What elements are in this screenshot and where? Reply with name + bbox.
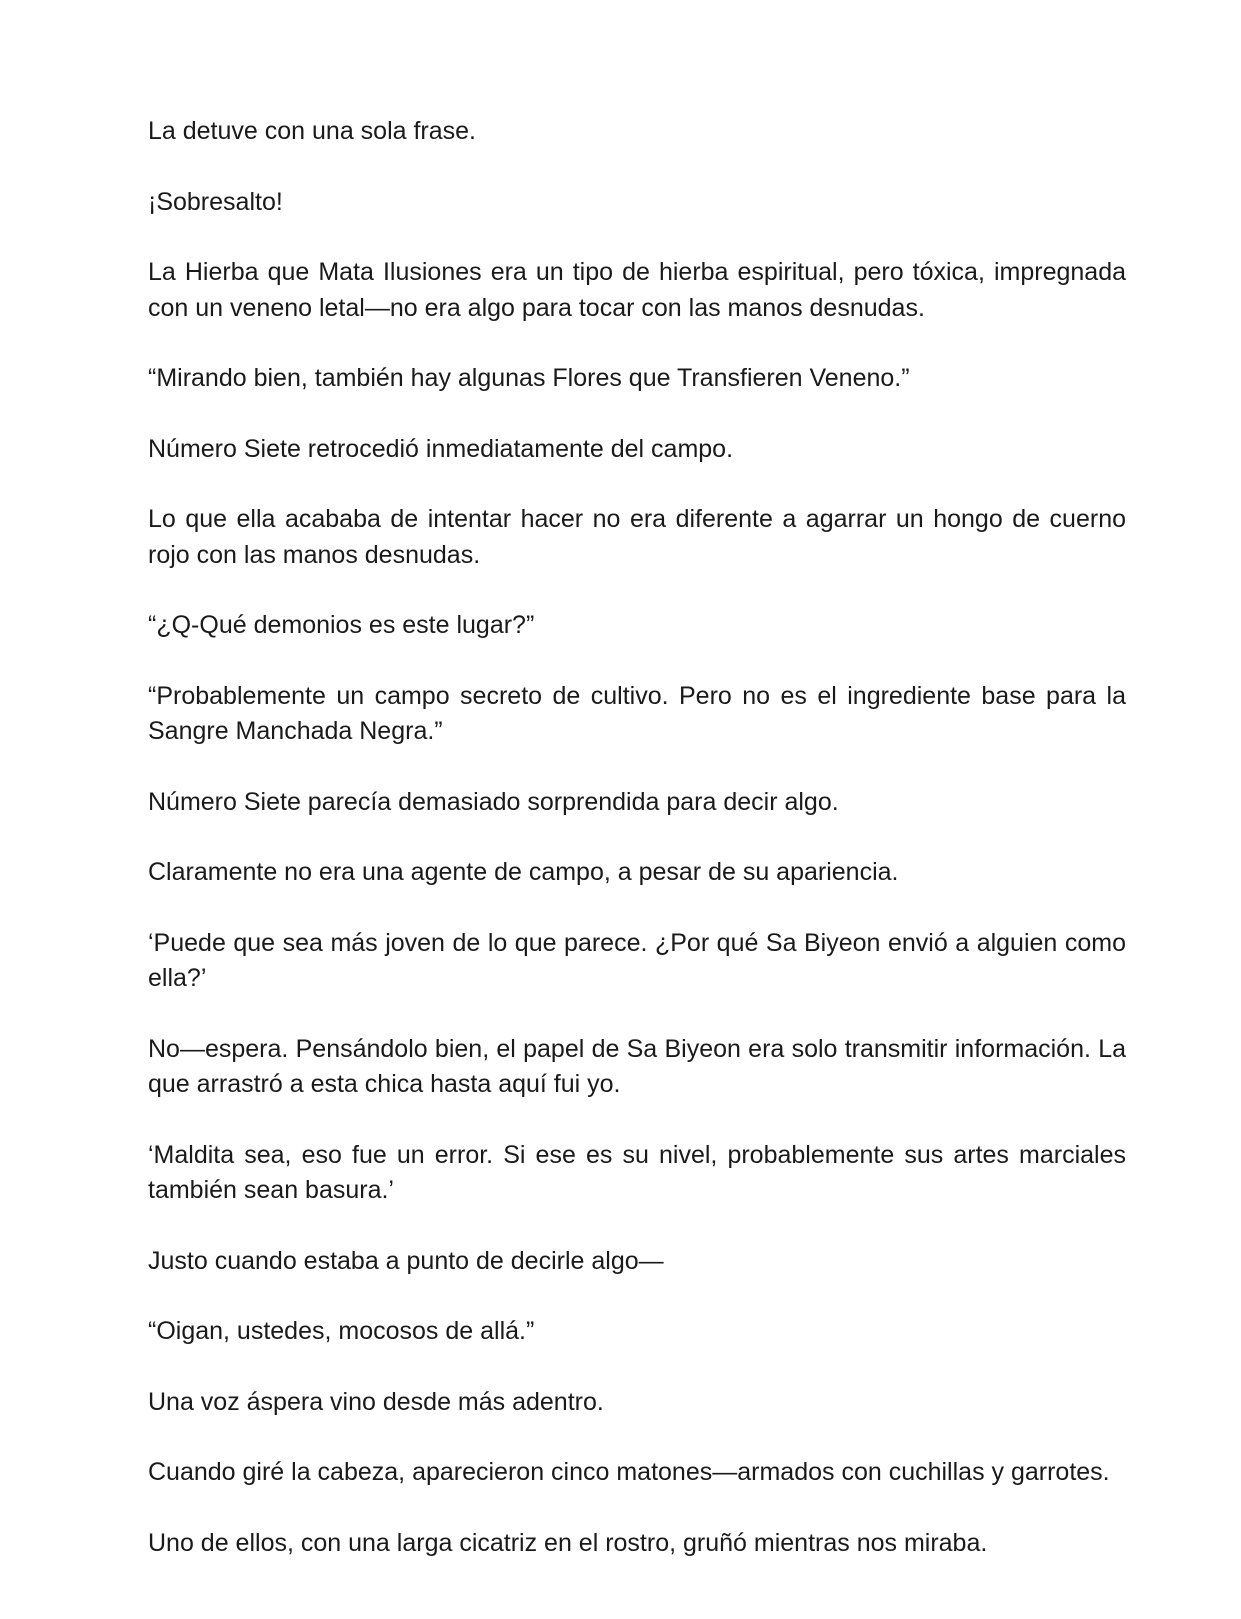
paragraph: No—espera. Pensándolo bien, el papel de Sa Biyeon era solo transmitir información. La que arrastró a esta chica hasta aquí fui yo. [148, 1034, 1126, 1098]
paragraph: Lo que ella acababa de intentar hacer no era diferente a agarrar un hongo de cuerno rojo con las manos desnudas. [148, 505, 1126, 569]
paragraph: La Hierba que Mata Ilusiones era un tipo de hierba espiritual, pero tóxica, impregnada con un veneno letal—no era algo para tocar con las manos desnudas. [148, 258, 1126, 322]
paragraph: Uno de ellos, con una larga cicatriz en el rostro, gruñó mientras nos miraba. [148, 1528, 988, 1557]
paragraph: Cuando giré la cabeza, aparecieron cinco matones—armados con cuchillas y garrotes. [148, 1458, 1110, 1486]
paragraph: “¿Q-Qué demonios es este lugar?” [148, 611, 535, 639]
paragraph: “Probablemente un campo secreto de cultivo. Pero no es el ingrediente base para la Sangre Manchada Negra.” [148, 681, 1126, 745]
paragraph: La detuve con una sola frase. [148, 117, 477, 145]
paragraph: Número Siete retrocedió inmediatamente del campo. [148, 434, 734, 463]
paragraph: Una voz áspera vino desde más adentro. [148, 1387, 604, 1416]
paragraph: Claramente no era una agente de campo, a pesar de su apariencia. [148, 858, 899, 886]
paragraph: Número Siete parecía demasiado sorprendida para decir algo. [148, 787, 839, 816]
paragraph: ‘Maldita sea, eso fue un error. Si ese es su nivel, probablemente sus artes marciales también sean basura.’ [148, 1140, 1126, 1204]
paragraph: Justo cuando estaba a punto de decirle algo— [148, 1246, 664, 1275]
document-body [148, 114, 1126, 1596]
paragraph: ¡Sobresalto! [148, 187, 283, 216]
paragraph: “Mirando bien, también hay algunas Flores que Transfieren Veneno.” [148, 364, 910, 392]
paragraph: “Oigan, ustedes, mocosos de allá.” [148, 1317, 535, 1345]
paragraph: ‘Puede que sea más joven de lo que parece. ¿Por qué Sa Biyeon envió a alguien como ella?’ [148, 928, 1126, 992]
